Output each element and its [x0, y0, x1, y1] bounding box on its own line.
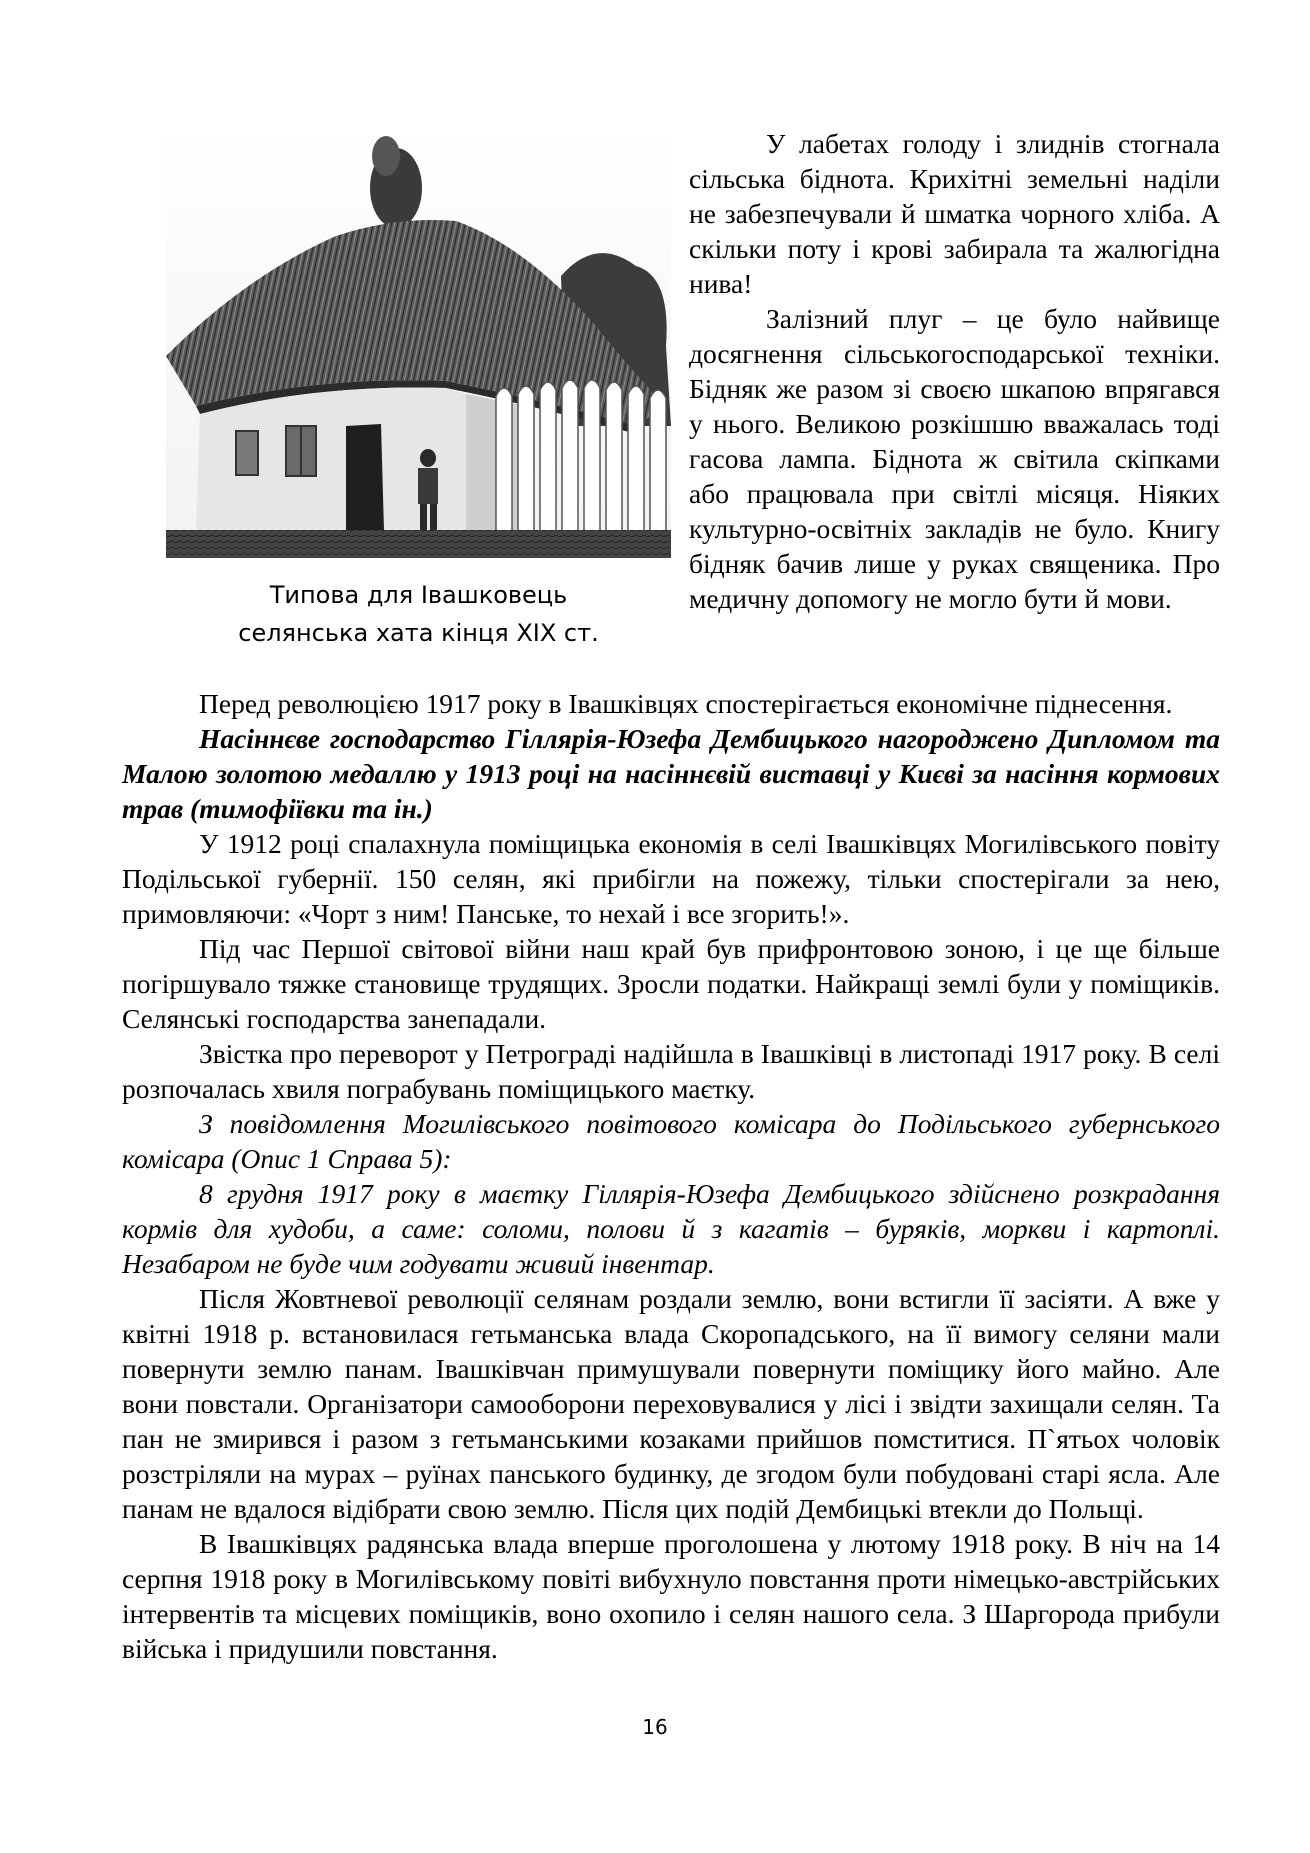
- paragraph: В Івашківцях радянська влада вперше проголошена у лютому 1918 року. В ніч на 14 серпня 1918 року в Могилівському повіті вибухнуло повстання проти німецько-австрійських інтервентів та місцевих поміщиків, воно охопило і селян нашого села. З Шаргорода прибули війська і придушили повстання.: [122, 1528, 1220, 1664]
- figure: [166, 126, 671, 652]
- quote-source-paragraph: З повідомлення Могилівського повітового комісара до Подільського губернського комісара (Опис 1 Справа 5):: [122, 1108, 1220, 1174]
- paragraph: Звістка про переворот у Петрограді надійшла в Івашківці в листопаді 1917 року. В селі розпочалась хвиля пограбувань поміщицького маєтку.: [122, 1038, 1220, 1104]
- figure-caption: [166, 576, 671, 652]
- main-text: [122, 686, 1220, 1666]
- quote-paragraph: 8 грудня 1917 року в маєтку Гіллярія-Юзефа Дембицького здійснено розкрадання кормів для худоби, а саме: соломи, полови й з кагатів – буряків, моркви і картоплі. Незабаром не буде чим годувати живий інвентар.: [122, 1178, 1220, 1279]
- paragraph: У 1912 році спалахнула поміщицька економія в селі Івашківцях Могилівського повіту Подільської губернії. 150 селян, які прибігли на пожежу, тільки спостерігали за нею, примовляючи: «Чорт з ним! Панське, то нехай і все згорить!».: [122, 828, 1220, 929]
- paragraph: У лабетах голоду і злиднів стогнала сільська біднота. Крихітні земельні наділи не забезпечували й шматка чорного хліба. А скільки поту і крові забирала та жалюгідна нива!: [689, 128, 1220, 299]
- top-section: [122, 126, 1220, 686]
- paragraph: Після Жовтневої революції селянам роздали землю, вони встигли її засіяти. А вже у квітні 1918 р. встановилася гетьманська влада Скоропадського, на її вимогу селяни мали повернути землю панам. Івашківчан примушували повернути поміщику його майно. Але вони повстали. Організатори самооборони переховувалися у лісі і звідти захищали селян. Та пан не змирився і разом з гетьманськими козаками прийшов помститися. П`ятьох чоловік розстріляли на мурах – руїнах панського будинку, де згодом були побудовані старі ясла. Але панам не вдалося відібрати свою землю. Після цих подій Дембицькі втекли до Польщі.: [122, 1283, 1220, 1524]
- paragraph: Перед революцією 1917 року в Івашківцях спостерігається економічне піднесення.: [199, 688, 1173, 719]
- caption-line-1: Типова для Івашковець: [269, 581, 568, 609]
- document-page: [122, 126, 1220, 1666]
- award-paragraph: Насіннєве господарство Гіллярія-Юзефа Дембицького нагороджено Дипломом та Малою золотою медаллю у 1913 році на насіннєвій виставці у Києві за насіння кормових трав (тимофіївки та ін.): [122, 723, 1220, 824]
- paragraph: Залізний плуг – це було найвище досягнення сільськогосподарської техніки. Бідняк же разом зі своєю шкапою впрягався у нього. Великою розкішшю вважалась тоді гасова лампа. Біднота ж світила скіпками або працювала при світлі місяця. Ніяких культурно-освітніх закладів не було. Книгу бідняк бачив лише у руках священика. Про медичну допомогу не могло бути й мови.: [689, 303, 1220, 614]
- peasant-house-photo: [166, 126, 671, 558]
- caption-line-2: селянська хата кінця XIX ст.: [238, 619, 599, 647]
- paragraph: Під час Першої світової війни наш край був прифронтовою зоною, і це ще більше погіршувало тяжке становище трудящих. Зросли податки. Найкращі землі були у поміщиків. Селянські господарства занепадали.: [122, 933, 1220, 1034]
- right-column-text: [689, 126, 1220, 616]
- page-number: 16: [642, 1715, 668, 1739]
